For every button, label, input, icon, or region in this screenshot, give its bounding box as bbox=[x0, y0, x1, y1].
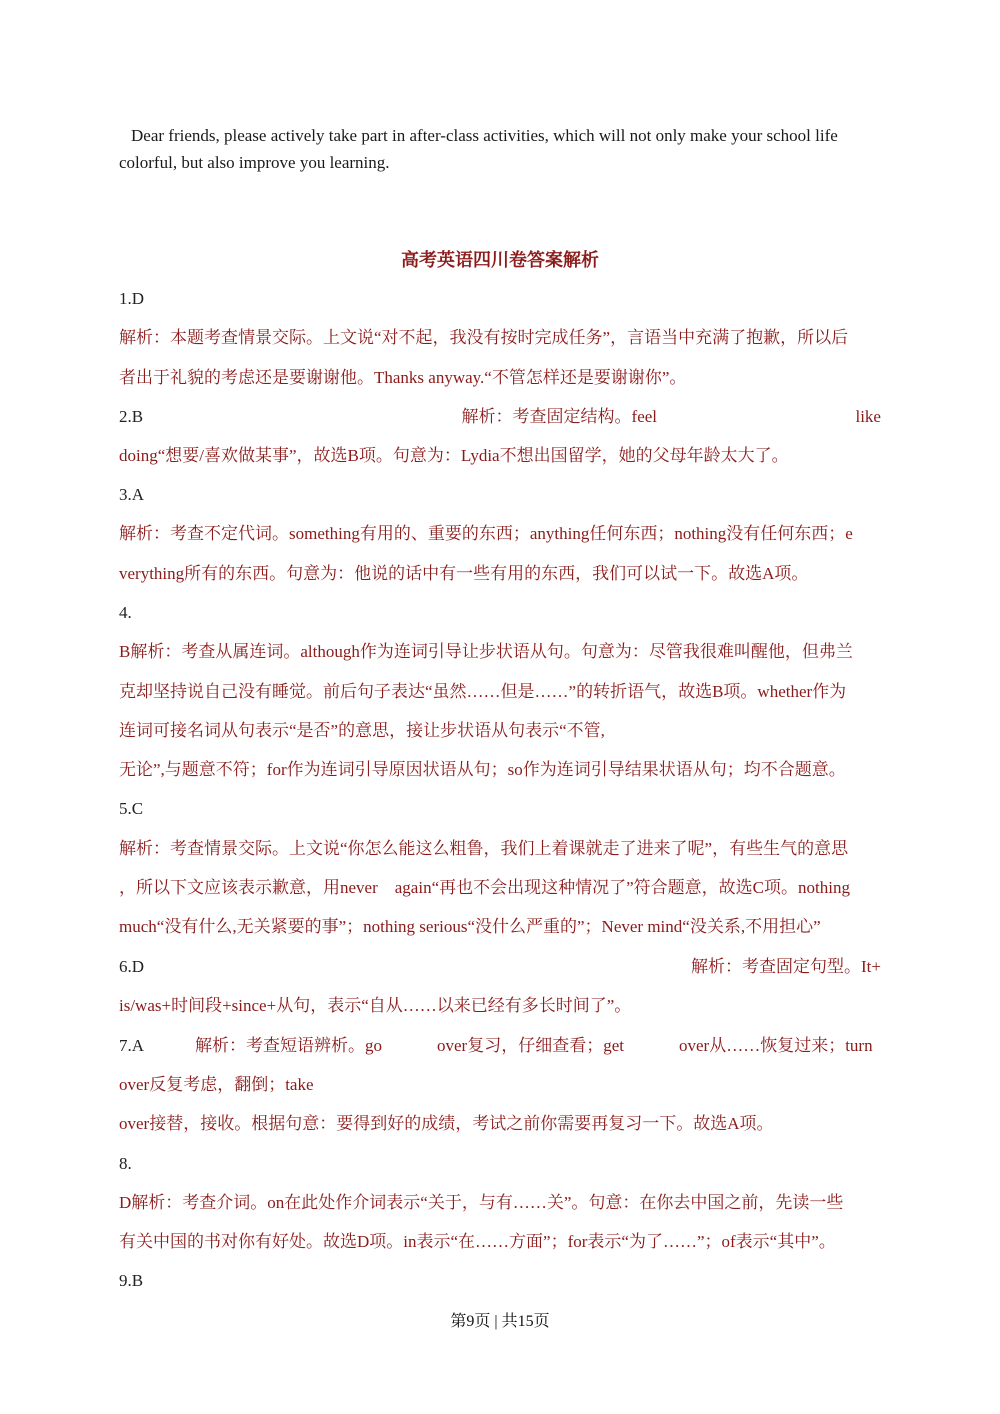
q7-explanation-line-2: over反复考虑，翻倒；take bbox=[119, 1075, 314, 1094]
intro-paragraph: Dear friends, please actively take part in after-class activities, which will not only make your school life colorful, but also improve you learning. bbox=[119, 126, 838, 172]
q7-explanation-seg-2: over复习，仔细查看；get bbox=[437, 1036, 624, 1055]
page-footer: 第9页 | 共15页 bbox=[450, 1313, 550, 1330]
q1-explanation-line-1: 解析：本题考查情景交际。上文说“对不起，我没有按时完成任务”，言语当中充满了抱歉，所以后 bbox=[119, 328, 849, 347]
q3-explanation-line-1: 解析：考查不定代词。something有用的、重要的东西；anything任何东西；nothing没有任何东西；e bbox=[119, 524, 853, 543]
q2-row bbox=[119, 405, 881, 429]
q4-explanation-line-2: 克却坚持说自己没有睡觉。前后句子表达“虽然……但是……”的转折语气，故选B项。whether作为 bbox=[119, 682, 847, 701]
q6-explanation-start: 解析：考查固定句型。It+ bbox=[691, 957, 881, 976]
q8-number: 8. bbox=[119, 1154, 132, 1173]
q1-explanation-line-2: 者出于礼貌的考虑还是要谢谢他。Thanks anyway.“不管怎样还是要谢谢你”。 bbox=[119, 368, 687, 387]
q7-number: 7.A bbox=[119, 1036, 145, 1055]
q2-explanation-start: 解析：考查固定结构。feel bbox=[461, 407, 658, 426]
q4-explanation-line-1: B解析：考查从属连词。although作为连词引导让步状语从句。句意为：尽管我很难叫醒他，但弗兰 bbox=[119, 642, 853, 661]
q3-number: 3.A bbox=[119, 485, 145, 504]
page-title: 高考英语四川卷答案解析 bbox=[401, 250, 599, 270]
q7-explanation-seg-3: over从……恢复过来；turn bbox=[679, 1036, 873, 1055]
q1-number: 1.D bbox=[119, 289, 145, 308]
q6-row bbox=[119, 955, 881, 979]
q8-explanation-line-1: D解析：考查介词。on在此处作介词表示“关于，与有……关”。句意：在你去中国之前，先读一些 bbox=[119, 1193, 844, 1212]
q7-explanation-seg-1: 解析：考查短语辨析。go bbox=[195, 1036, 382, 1055]
q4-number: 4. bbox=[119, 603, 132, 622]
q9-number: 9.B bbox=[119, 1271, 144, 1290]
q7-explanation-line-3: over接替，接收。根据句意：要得到好的成绩，考试之前你需要再复习一下。故选A项。 bbox=[119, 1114, 774, 1133]
q4-explanation-line-4: 无论”,与题意不符；for作为连词引导原因状语从句；so作为连词引导结果状语从句；均不合题意。 bbox=[119, 760, 846, 779]
q5-number: 5.C bbox=[119, 799, 144, 818]
q2-explanation-end: like bbox=[855, 407, 881, 426]
q8-explanation-line-2: 有关中国的书对你有好处。故选D项。in表示“在……方面”；for表示“为了……”；of表示“其中”。 bbox=[119, 1232, 836, 1251]
q5-explanation-line-2: ，所以下文应该表示歉意，用never again“再也不会出现这种情况了”符合题意，故选C项。nothing bbox=[119, 878, 850, 897]
q2-number: 2.B bbox=[119, 407, 144, 426]
q4-explanation-line-3: 连词可接名词从句表示“是否”的意思，接让步状语从句表示“不管, bbox=[119, 721, 605, 740]
q6-explanation-line-2: is/was+时间段+since+从句，表示“自从……以来已经有多长时间了”。 bbox=[119, 996, 632, 1015]
q2-explanation-line-2: doing“想要/喜欢做某事”，故选B项。句意为：Lydia不想出国留学，她的父母年龄太大了。 bbox=[119, 446, 789, 465]
q3-explanation-line-2: verything所有的东西。句意为：他说的话中有一些有用的东西，我们可以试一下。故选A项。 bbox=[119, 564, 809, 583]
q5-explanation-line-1: 解析：考查情景交际。上文说“你怎么能这么粗鲁，我们上着课就走了进来了呢”，有些生气的意思 bbox=[119, 839, 849, 858]
q5-explanation-line-3: much“没有什么,无关紧要的事”；nothing serious“没什么严重的”；Never mind“没关系,不用担心” bbox=[119, 917, 821, 936]
q6-number: 6.D bbox=[119, 957, 145, 976]
